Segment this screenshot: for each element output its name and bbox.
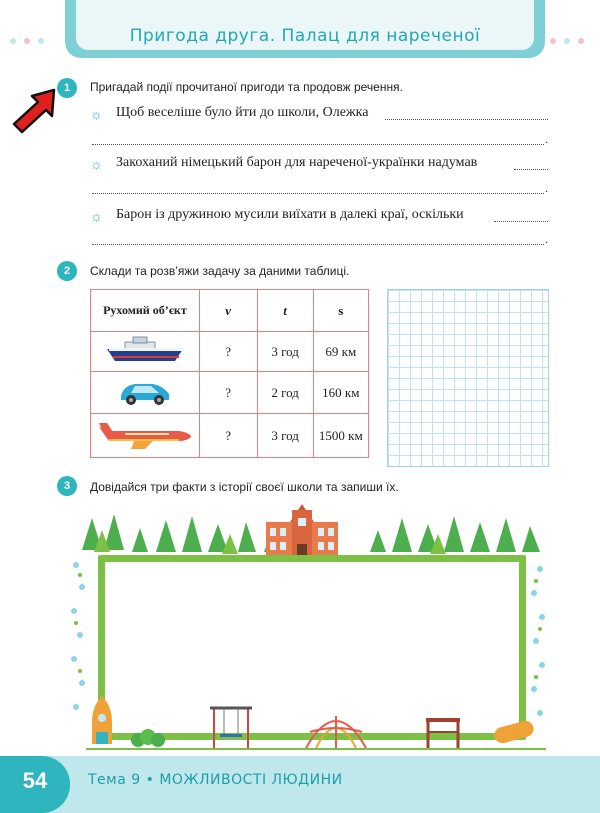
- answer-line[interactable]: [92, 144, 544, 145]
- line-end-period: .: [545, 181, 548, 195]
- sun-bullet-icon: ☼: [90, 208, 103, 224]
- column-header: t: [257, 290, 313, 332]
- sun-bullet-icon: ☼: [90, 106, 103, 122]
- decor-dot: [564, 38, 570, 44]
- table-row: [91, 414, 369, 458]
- page-title: Пригода друга. Палац для нареченої: [129, 26, 481, 46]
- car-icon: [91, 372, 200, 414]
- sentence-prompt: Барон із дружиною мусили виїхати в далекі краї, оскільки: [116, 207, 464, 222]
- table-cell: ?: [199, 414, 257, 458]
- motion-table: [90, 289, 369, 458]
- line-end-period: .: [545, 132, 548, 146]
- answer-line[interactable]: [385, 119, 548, 120]
- school-building-icon: [262, 500, 342, 560]
- sentence-prompt: Закоханий німецький барон для нареченої-українки надумав: [116, 155, 478, 170]
- decor-dot: [38, 38, 44, 44]
- task-number: 2: [57, 261, 77, 281]
- decor-dot: [578, 38, 584, 44]
- decor-dot: [24, 38, 30, 44]
- sun-bullet-icon: ☼: [90, 156, 103, 172]
- table-cell: ?: [199, 332, 257, 372]
- answer-line[interactable]: [514, 169, 548, 170]
- playground-illustration: [86, 692, 546, 752]
- table-cell: 2 год: [257, 372, 313, 414]
- task-instruction: Пригадай події прочитаної пригоди та продовж речення.: [90, 80, 403, 94]
- task-instruction: Склади та розв’яжи задачу за даними таблиці.: [90, 264, 350, 278]
- decor-dot: [10, 38, 16, 44]
- ship-icon: [91, 332, 200, 372]
- table-cell: 1500 км: [313, 414, 368, 458]
- column-header: s: [313, 290, 368, 332]
- footer-theme: Тема 9 • МОЖЛИВОСТІ ЛЮДИНИ: [88, 772, 343, 788]
- task-instruction: Довідайся три факти з історії своєї школи та запиши їх.: [90, 480, 399, 494]
- table-row: [91, 332, 369, 372]
- table-cell: ?: [199, 372, 257, 414]
- decor-dot: [550, 38, 556, 44]
- answer-line[interactable]: [92, 193, 544, 194]
- red-arrow-icon: [8, 86, 58, 134]
- sentence-prompt: Щоб веселіше було йти до школи, Олежка: [116, 105, 369, 120]
- table-cell: 69 км: [313, 332, 368, 372]
- table-row: [91, 372, 369, 414]
- answer-line[interactable]: [494, 221, 548, 222]
- task-number: 1: [57, 78, 77, 98]
- plane-icon: [91, 414, 200, 458]
- table-cell: 160 км: [313, 372, 368, 414]
- grid-workspace[interactable]: [387, 289, 549, 467]
- answer-line[interactable]: [92, 244, 544, 245]
- line-end-period: .: [545, 232, 548, 246]
- page-number: 54: [0, 756, 70, 813]
- task-number: 3: [57, 476, 77, 496]
- table-cell: 3 год: [257, 332, 313, 372]
- column-header: v: [199, 290, 257, 332]
- column-header: Рухомий об’єкт: [91, 290, 200, 332]
- table-cell: 3 год: [257, 414, 313, 458]
